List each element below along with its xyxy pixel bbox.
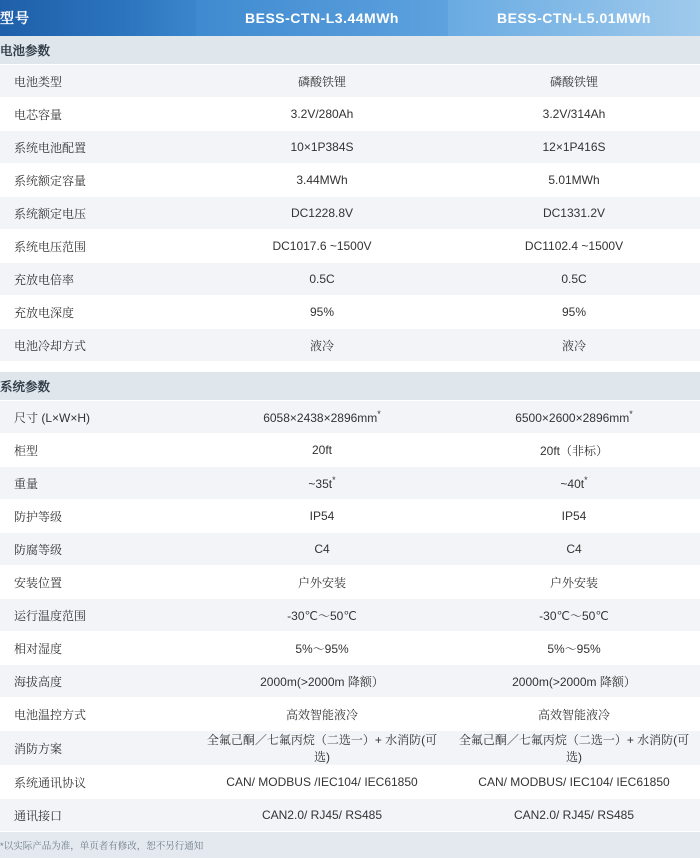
table-row xyxy=(0,698,700,731)
row-value-model-1 xyxy=(196,131,448,164)
row-value-model-1 xyxy=(196,766,448,799)
footnote-row xyxy=(0,832,700,858)
table-row xyxy=(0,434,700,467)
row-value-1-text: 5%～95% xyxy=(295,642,348,656)
row-value-model-1 xyxy=(196,632,448,665)
table-row xyxy=(0,566,700,599)
section-title-row xyxy=(0,36,700,65)
header-label-cell: 型号 xyxy=(0,0,196,36)
row-value-1-text: 户外安装 xyxy=(298,576,346,590)
row-value-2-footnote-mark: * xyxy=(584,475,588,485)
row-value-1-text: 20ft xyxy=(312,443,332,457)
row-value-1-text: 磷酸铁锂 xyxy=(298,75,346,89)
row-value-2-text: -30℃～50℃ xyxy=(539,609,609,623)
row-value-model-2 xyxy=(448,500,700,533)
row-label: 柜型 xyxy=(0,434,196,467)
table-row xyxy=(0,296,700,329)
table-row xyxy=(0,731,700,766)
footnote-text: *以实际产品为准，单页者有修改，恕不另行通知 xyxy=(0,832,700,858)
row-value-1-text: 全氟己酮／七氟丙烷（二选一）+ 水消防(可选) xyxy=(207,733,437,764)
row-value-model-1 xyxy=(196,230,448,263)
table-row xyxy=(0,263,700,296)
row-value-model-2 xyxy=(448,197,700,230)
table-row xyxy=(0,632,700,665)
row-value-model-1 xyxy=(196,164,448,197)
row-label: 安装位置 xyxy=(0,566,196,599)
row-value-model-1 xyxy=(196,434,448,467)
row-value-model-2 xyxy=(448,698,700,731)
row-value-model-1 xyxy=(196,197,448,230)
row-value-2-text: 0.5C xyxy=(561,272,586,286)
section-title: 系统参数 xyxy=(0,372,700,401)
row-value-1-text: 液冷 xyxy=(310,339,334,353)
row-value-model-1 xyxy=(196,665,448,698)
row-value-2-text: 磷酸铁锂 xyxy=(550,75,598,89)
row-value-1-text: 3.44MWh xyxy=(296,173,347,187)
row-value-1-text: C4 xyxy=(314,542,329,556)
row-label: 电池冷却方式 xyxy=(0,329,196,362)
row-value-model-1 xyxy=(196,799,448,832)
row-value-2-text: 液冷 xyxy=(562,339,586,353)
row-value-model-1 xyxy=(196,731,448,766)
row-value-1-footnote-mark: * xyxy=(377,409,381,419)
table-row xyxy=(0,599,700,632)
row-label: 充放电倍率 xyxy=(0,263,196,296)
row-label: 电池类型 xyxy=(0,65,196,98)
row-value-2-text: 全氟己酮／七氟丙烷（二选一）+ 水消防(可选) xyxy=(459,733,689,764)
row-label: 系统额定电压 xyxy=(0,197,196,230)
table-row xyxy=(0,401,700,434)
table-row xyxy=(0,799,700,832)
row-label: 海拔高度 xyxy=(0,665,196,698)
row-value-2-text: 户外安装 xyxy=(550,576,598,590)
row-value-model-2 xyxy=(448,434,700,467)
row-value-model-1 xyxy=(196,65,448,98)
row-value-1-text: 3.2V/280Ah xyxy=(291,107,354,121)
row-value-2-text: ~40t xyxy=(560,477,584,491)
row-value-model-2 xyxy=(448,467,700,500)
row-value-model-1 xyxy=(196,329,448,362)
row-value-model-2 xyxy=(448,65,700,98)
row-value-model-1 xyxy=(196,500,448,533)
row-value-2-text: CAN/ MODBUS/ IEC104/ IEC61850 xyxy=(478,775,669,789)
row-value-2-text: 12×1P416S xyxy=(542,140,605,154)
row-value-2-text: 5.01MWh xyxy=(548,173,599,187)
table-row xyxy=(0,65,700,98)
table-row xyxy=(0,467,700,500)
row-value-2-text: DC1331.2V xyxy=(543,206,605,220)
section-title-row xyxy=(0,372,700,401)
table-row xyxy=(0,98,700,131)
row-value-model-2 xyxy=(448,164,700,197)
row-value-1-text: 高效智能液冷 xyxy=(286,708,358,722)
row-label: 系统额定容量 xyxy=(0,164,196,197)
row-value-1-text: DC1017.6 ~1500V xyxy=(272,239,371,253)
row-value-2-text: DC1102.4 ~1500V xyxy=(525,239,623,253)
row-label: 系统通讯协议 xyxy=(0,766,196,799)
row-value-model-2 xyxy=(448,296,700,329)
table-header-row xyxy=(0,0,700,36)
header-model-1: BESS-CTN-L3.44MWh xyxy=(196,0,448,36)
row-value-model-2 xyxy=(448,599,700,632)
row-value-1-text: 2000m(>2000m 降额） xyxy=(260,675,384,689)
row-value-model-2 xyxy=(448,98,700,131)
row-value-1-text: DC1228.8V xyxy=(291,206,353,220)
row-label: 防护等级 xyxy=(0,500,196,533)
row-value-2-text: 5%～95% xyxy=(547,642,600,656)
row-value-1-footnote-mark: * xyxy=(332,475,336,485)
row-label: 运行温度范围 xyxy=(0,599,196,632)
table-row xyxy=(0,164,700,197)
table-row xyxy=(0,766,700,799)
row-value-model-1 xyxy=(196,98,448,131)
row-label: 重量 xyxy=(0,467,196,500)
row-value-1-text: ~35t xyxy=(308,477,332,491)
header-model-2: BESS-CTN-L5.01MWh xyxy=(448,0,700,36)
spacer-cell xyxy=(0,362,700,373)
row-value-2-text: 高效智能液冷 xyxy=(538,708,610,722)
row-value-model-2 xyxy=(448,263,700,296)
row-label: 防腐等级 xyxy=(0,533,196,566)
row-label: 系统电池配置 xyxy=(0,131,196,164)
row-label: 系统电压范围 xyxy=(0,230,196,263)
row-label: 充放电深度 xyxy=(0,296,196,329)
row-value-model-2 xyxy=(448,799,700,832)
row-value-2-text: C4 xyxy=(566,542,581,556)
row-value-model-2 xyxy=(448,533,700,566)
row-label: 相对湿度 xyxy=(0,632,196,665)
row-value-model-2 xyxy=(448,329,700,362)
row-value-model-1 xyxy=(196,698,448,731)
row-value-2-text: CAN2.0/ RJ45/ RS485 xyxy=(514,808,634,822)
row-value-2-text: 95% xyxy=(562,305,586,319)
row-value-model-2 xyxy=(448,131,700,164)
row-value-model-1 xyxy=(196,533,448,566)
row-value-1-text: 0.5C xyxy=(309,272,334,286)
row-value-model-1 xyxy=(196,467,448,500)
table-row xyxy=(0,197,700,230)
row-value-model-2 xyxy=(448,665,700,698)
row-value-model-1 xyxy=(196,566,448,599)
row-label: 电池温控方式 xyxy=(0,698,196,731)
row-value-1-text: 95% xyxy=(310,305,334,319)
row-value-2-text: 6500×2600×2896mm xyxy=(515,411,629,425)
row-value-model-1 xyxy=(196,401,448,434)
table-row xyxy=(0,533,700,566)
table-row xyxy=(0,131,700,164)
row-value-model-2 xyxy=(448,401,700,434)
section-title: 电池参数 xyxy=(0,36,700,65)
row-label: 通讯接口 xyxy=(0,799,196,832)
row-value-2-text: 3.2V/314Ah xyxy=(543,107,606,121)
row-value-model-2 xyxy=(448,632,700,665)
row-value-1-text: 6058×2438×2896mm xyxy=(263,411,377,425)
row-value-model-2 xyxy=(448,230,700,263)
row-value-1-text: 10×1P384S xyxy=(290,140,353,154)
row-value-2-text: 20ft（非标） xyxy=(540,444,608,458)
row-value-1-text: -30℃～50℃ xyxy=(287,609,357,623)
row-value-model-1 xyxy=(196,599,448,632)
row-label: 尺寸 (L×W×H) xyxy=(0,401,196,434)
table-row xyxy=(0,500,700,533)
row-value-model-2 xyxy=(448,731,700,766)
row-value-1-text: CAN2.0/ RJ45/ RS485 xyxy=(262,808,382,822)
table-row xyxy=(0,665,700,698)
row-value-2-text: IP54 xyxy=(562,509,587,523)
row-value-1-text: IP54 xyxy=(310,509,335,523)
section-spacer xyxy=(0,362,700,373)
row-value-model-2 xyxy=(448,566,700,599)
table-row xyxy=(0,329,700,362)
row-value-model-1 xyxy=(196,296,448,329)
row-value-model-2 xyxy=(448,766,700,799)
row-value-2-footnote-mark: * xyxy=(629,409,633,419)
row-value-model-1 xyxy=(196,263,448,296)
row-value-1-text: CAN/ MODBUS /IEC104/ IEC61850 xyxy=(226,775,417,789)
table-row xyxy=(0,230,700,263)
row-label: 电芯容量 xyxy=(0,98,196,131)
row-value-2-text: 2000m(>2000m 降额） xyxy=(512,675,636,689)
row-label: 消防方案 xyxy=(0,731,196,766)
